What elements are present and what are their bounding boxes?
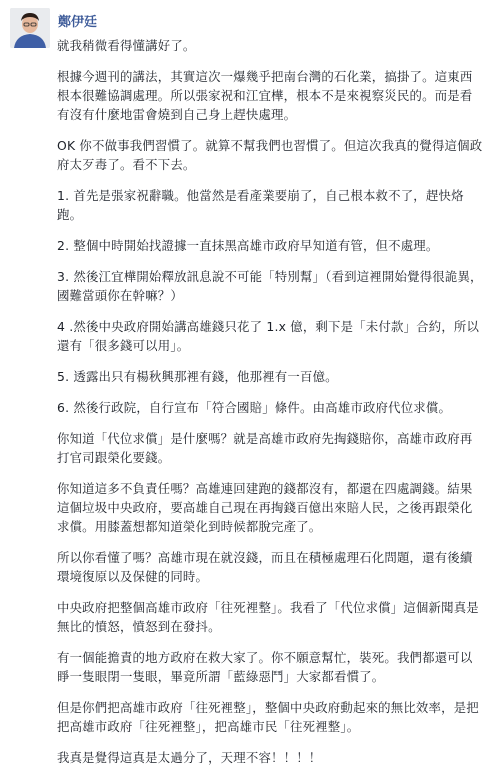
post-paragraph: 1. 首先是張家祝辭職。他當然是看產業要崩了，自己根本救不了，趕快烙跑。 [57,188,464,222]
avatar[interactable] [10,8,50,48]
post-paragraph: 3. 然後江宜樺開始釋放訊息說不可能「特別幫」（看到這裡開始覺得很詭異，國難當頭你在幹嘛？） [57,269,483,303]
post-body [57,36,485,779]
post-paragraph: 就我稍微看得懂講好了。 [57,38,196,53]
post-paragraph: 6. 然後行政院，自行宣布「符合國賠」條件。由高雄市政府代位求償。 [57,400,452,415]
post-paragraph: 有一個能擔責的地方政府在救大家了。你不願意幫忙，裝死。我們都還可以睜一隻眼閉一隻眼，畢竟所謂「藍綠惡鬥」大家都看慣了。 [57,650,473,684]
post-paragraph: 5. 透露出只有楊秋興那裡有錢，他那裡有一百億。 [57,369,338,384]
post-paragraph: 我真是覺得這真是太過分了，天理不容！！！！ [57,750,322,765]
author-name[interactable]: 鄭伊廷 [58,15,98,30]
post-paragraph: 所以你看懂了嗎？高雄市現在就沒錢，而且在積極處理石化問題，還有後續環境復原以及保健的同時。 [57,550,473,584]
post-paragraph: 但是你們把高雄市政府「往死裡整」，整個中央政府動起來的無比效率，是把把高雄市政府「往死裡整」，把高雄市民「往死裡整」。 [57,700,479,734]
post-paragraph: 你知道「代位求償」是什麼嗎？就是高雄市政府先掏錢賠你，高雄市政府再打官司跟榮化要錢。 [57,431,473,465]
post-paragraph: 2. 整個中時開始找證據一直抹黑高雄市政府早知道有管，但不處理。 [57,238,439,253]
profile-photo-icon [10,8,50,48]
post-paragraph: 中央政府把整個高雄市政府「往死裡整」。我看了「代位求償」這個新聞真是無比的憤怒，憤怒到在發抖。 [57,600,479,634]
post-paragraph: 根據今週刊的講法，其實這次一爆幾乎把南台灣的石化業，搞掛了。這東西根本很難協調處理。所以張家祝和江宜樺，根本不是來視察災民的。而是看有沒有什麼地雷會燒到自己身上趕快處理。 [57,69,473,122]
post-paragraph: 4 .然後中央政府開始講高雄錢只花了 1.x 億，剩下是「未付款」合約，所以還有「很多錢可以用」。 [57,319,480,353]
post-paragraph: OK 你不做事我們習慣了。就算不幫我們也習慣了。但這次我真的覺得這個政府太歹毒了。看不下去。 [57,138,483,172]
post-paragraph: 你知道這多不負責任嗎？高雄連回建跑的錢都沒有，都還在四處調錢。結果這個垃圾中央政府，要高雄自己現在再掏錢百億出來賠人民，之後再跟榮化求償。用膝蓋想都知道榮化到時候都脫完產了。 [57,481,473,534]
